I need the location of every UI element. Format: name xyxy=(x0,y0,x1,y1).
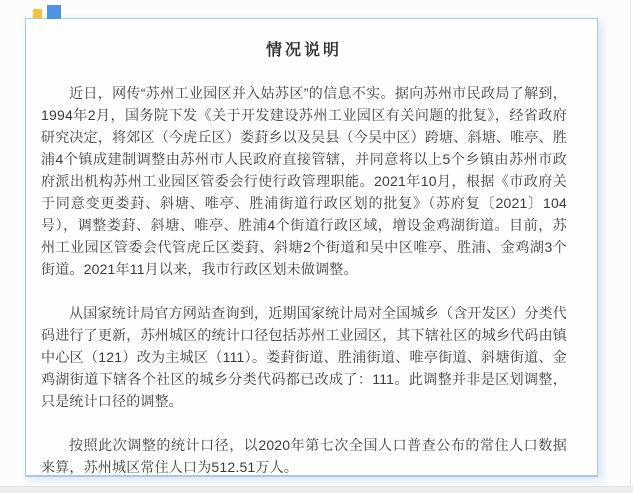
notice-paragraph-1: 近日，网传“苏州工业园区并入姑苏区”的信息不实。据向苏州市民政局了解到，1994年2月，国务院下发《关于开发建设苏州工业园区有关问题的批复》，经省政府研究决定，将郊区（今虎丘区）娄葑乡以及吴县（今吴中区）跨塘、斜塘、唯亭、胜浦4个镇成建制调整由苏州市人民政府直接管辖，并同意将以上5个乡镇由苏州市政府派出机构苏州工业园区管委会行使行政管理职能。2021年10月，根据《市政府关于同意变更娄葑、斜塘、唯亭、胜浦街道行政区划的批复》（苏府复〔2021〕104号），调整娄葑、斜塘、唯亭、胜浦4个街道行政区域，增设金鸡湖街道。目前，苏州工业园区管委会代管虎丘区娄葑、斜塘2个街道和吴中区唯亭、胜浦、金鸡湖3个街道。2021年11月以来，我市行政区划未做调整。 xyxy=(41,85,567,277)
notice-panel xyxy=(25,18,598,477)
notice-paragraph-3: 按照此次调整的统计口径，以2020年第七次全国人口普查公布的常住人口数据来算，苏州城区常住人口为512.51万人。 xyxy=(41,437,567,475)
blue-square-decor-icon xyxy=(47,5,61,19)
notice-paragraph-2: 从国家统计局官方网站查询到，近期国家统计局对全国城乡（含开发区）分类代码进行了更新，苏州城区的统计口径包括苏州工业园区，其下辖社区的城乡代码由镇中心区（121）改为主城区（111）。娄葑街道、胜浦街道、唯亭街道、斜塘街道、金鸡湖街道下辖各个社区的城乡分类代码都已改成了：111。此调整并非是区划调整，只是统计口径的调整。 xyxy=(41,305,567,409)
yellow-square-decor-icon xyxy=(33,9,42,18)
page-right-edge-divider xyxy=(630,0,631,493)
page-bottom-strip xyxy=(0,486,633,493)
notice-title: 情况说明 xyxy=(265,42,342,59)
